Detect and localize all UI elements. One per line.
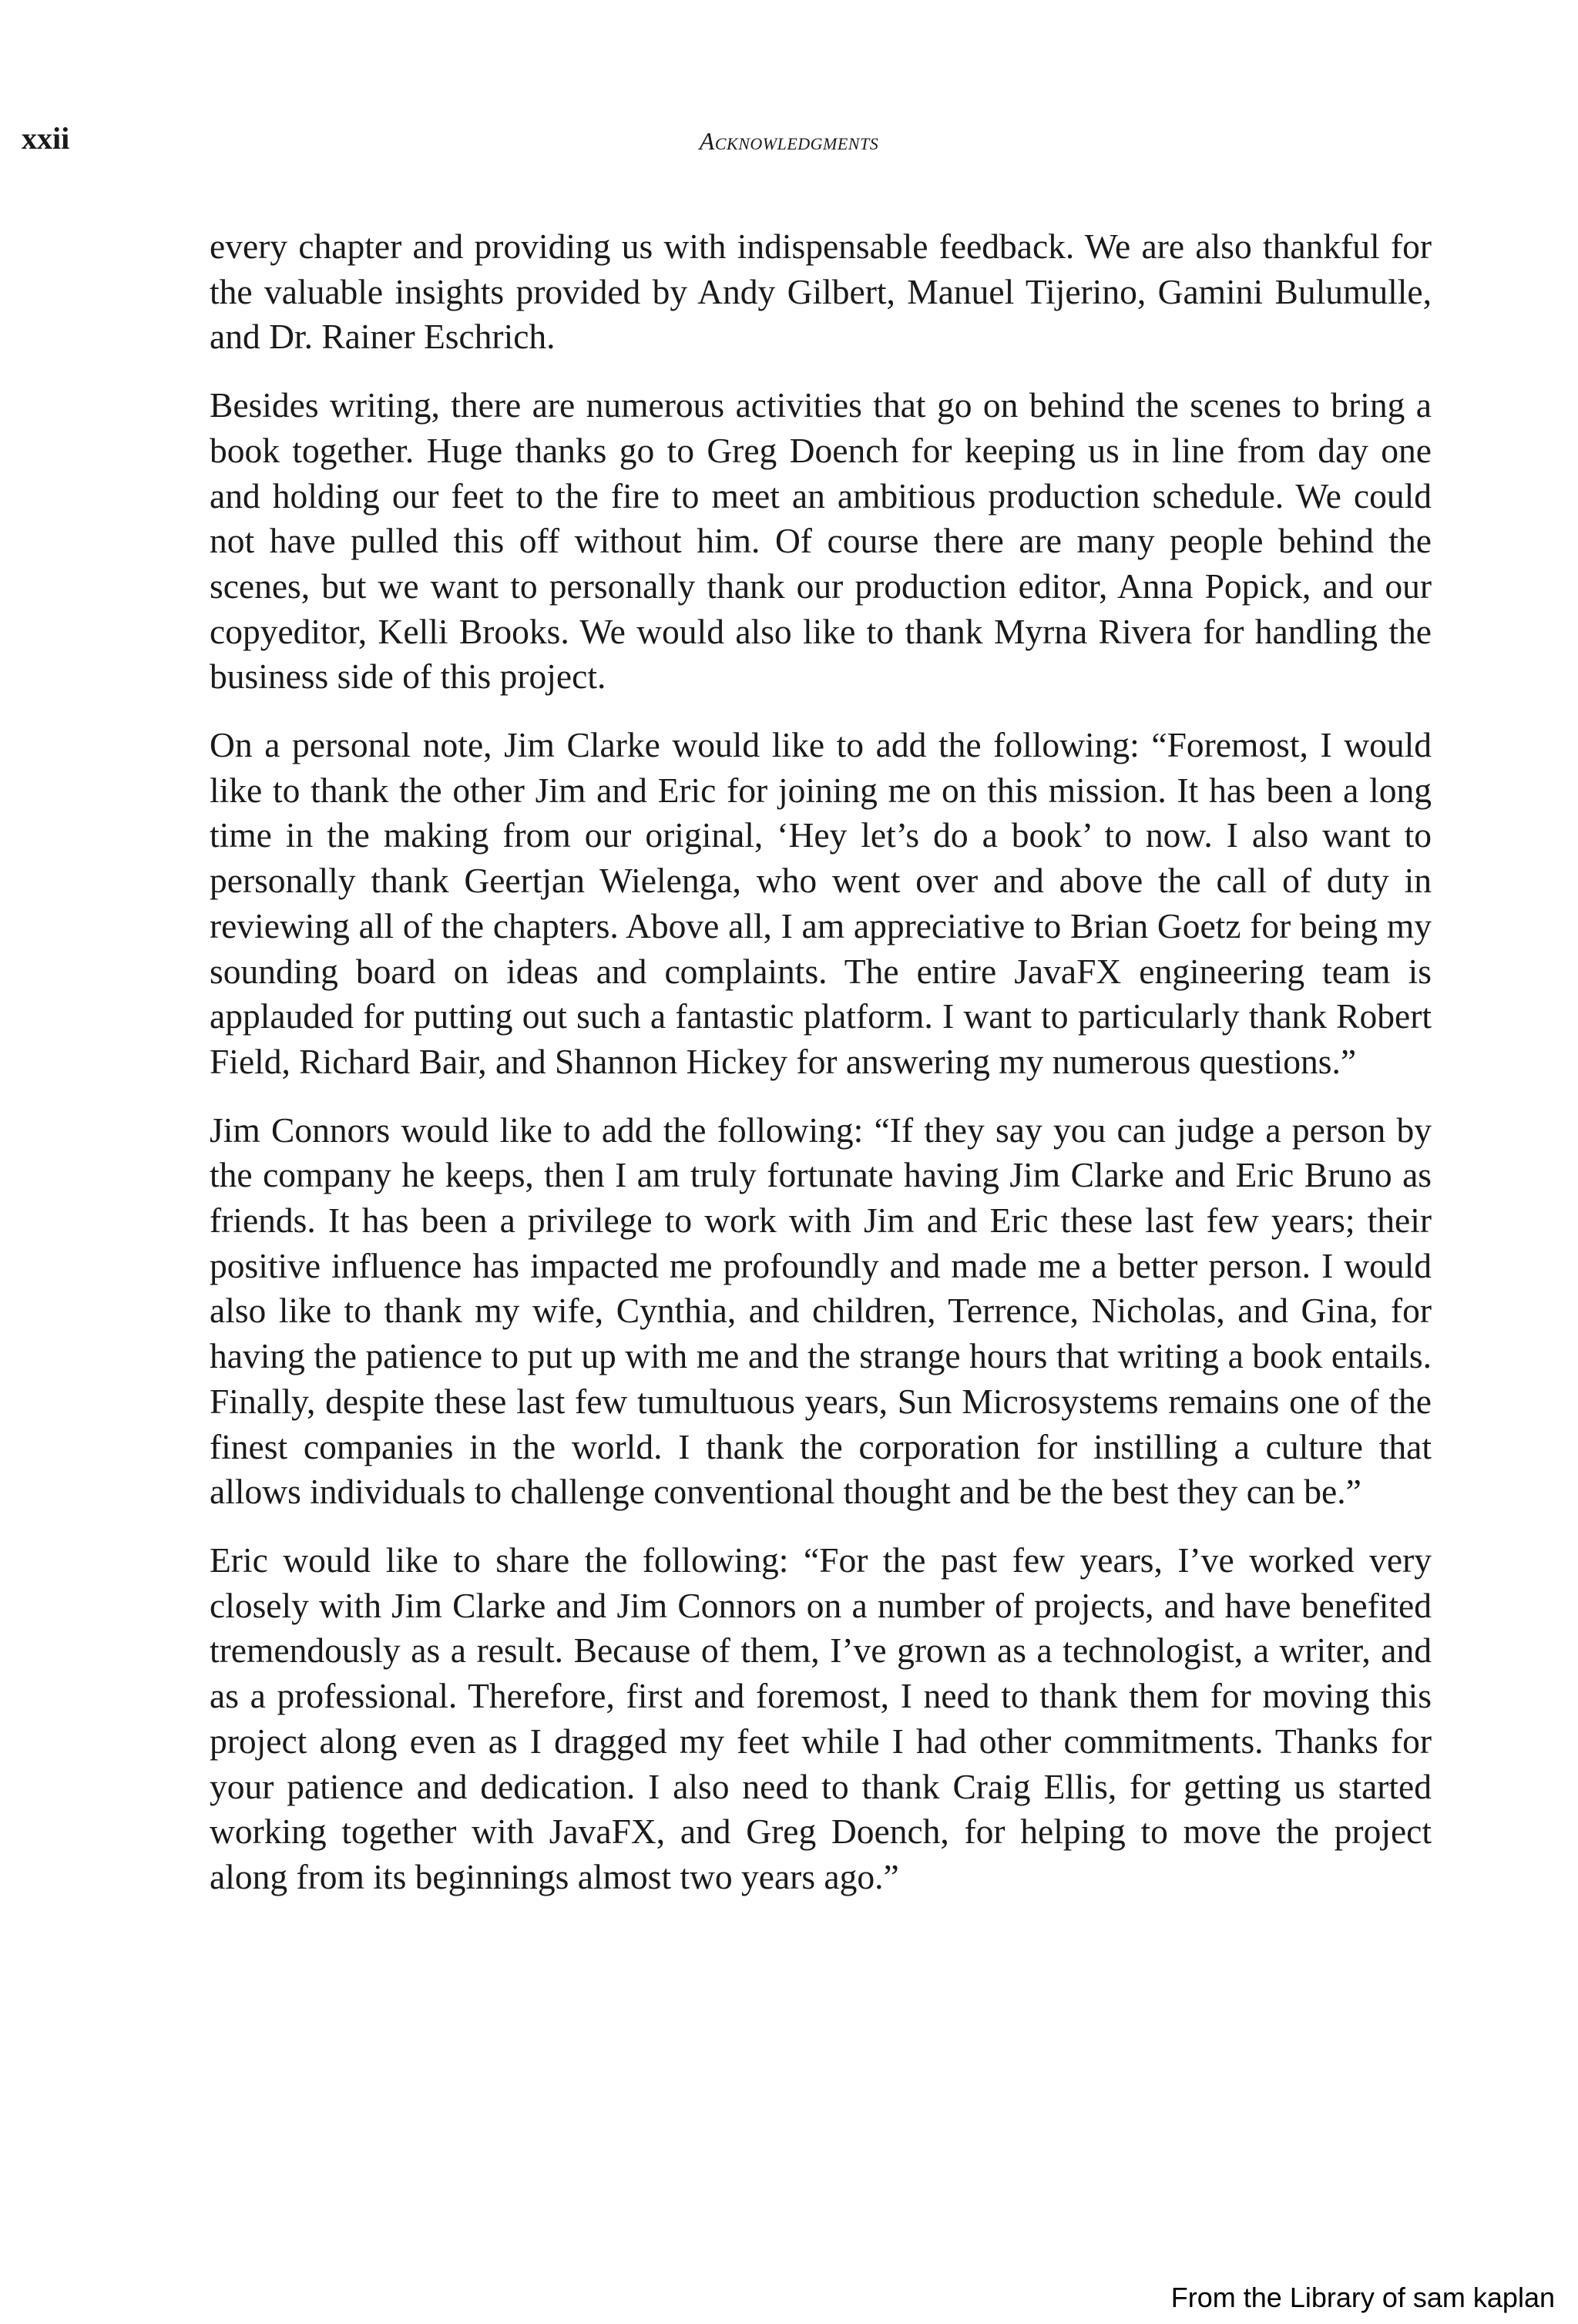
- acknowledgments-body: [210, 224, 1432, 1923]
- paragraph-reviewers: every chapter and providing us with indispensable feedback. We are also thankful for the valuable insights provided by Andy Gilbert, Manuel Tijerino, Gamini Bulumulle, and Dr. Rainer Eschrich.: [210, 227, 1432, 357]
- paragraph-jim-clarke: On a personal note, Jim Clarke would like to add the following: “Foremost, I would like to thank the other Jim and Eric for joining me on this mission. It has been a long time in the making from our original, ‘Hey let’s do a book’ to now. I also want to personally thank Geertjan Wielenga, who went over and above the call of duty in reviewing all of the chapters. Above all, I am appreciative to Brian Goetz for being my sounding board on ideas and complaints. The entire JavaFX engineering team is applauded for putting out such a fantastic platform. I want to particularly thank Robert Field, Richard Bair, and Shannon Hickey for answering my numerous questions.”: [210, 725, 1432, 1081]
- page-number: xxii: [22, 121, 70, 156]
- library-watermark-note: From the Library of sam kaplan: [1170, 2282, 1555, 2313]
- running-head: Acknowledgments: [699, 127, 879, 155]
- paragraph-jim-connors: Jim Connors would like to add the following: “If they say you can judge a person by the company he keeps, then I am truly fortunate having Jim Clarke and Eric Bruno as friends. It has been a privilege to work with Jim and Eric these last few years; their positive influence has impacted me profoundly and made me a better person. I would also like to thank my wife, Cynthia, and children, Terrence, Nicholas, and Gina, for having the patience to put up with me and the strange hours that writing a book entails. Finally, despite these last few tumultuous years, Sun Microsystems remains one of the finest companies in the world. I thank the corporation for instilling a culture that allows individuals to challenge conventional thought and be the best they can be.”: [210, 1110, 1432, 1512]
- paragraph-production-team: Besides writing, there are numerous activities that go on behind the scenes to bring a book together. Huge thanks go to Greg Doench for keeping us in line from day one and holding our feet to the fire to meet an ambitious production schedule. We could not have pulled this off without him. Of course there are many people behind the scenes, but we want to personally thank our production editor, Anna Popick, and our copyeditor, Kelli Brooks. We would also like to thank Myrna Rivera for handling the business side of this project.: [210, 385, 1432, 697]
- paragraph-eric: Eric would like to share the following: “For the past few years, I’ve worked very closely with Jim Clarke and Jim Connors on a number of projects, and have benefited tremendously as a result. Because of them, I’ve grown as a technologist, a writer, and as a professional. Therefore, first and foremost, I need to thank them for moving this project along even as I dragged my feet while I had other commitments. Thanks for your patience and dedication. I also need to thank Craig Ellis, for getting us started working together with JavaFX, and Greg Doench, for helping to move the project along from its beginnings almost two years ago.”: [210, 1540, 1432, 1896]
